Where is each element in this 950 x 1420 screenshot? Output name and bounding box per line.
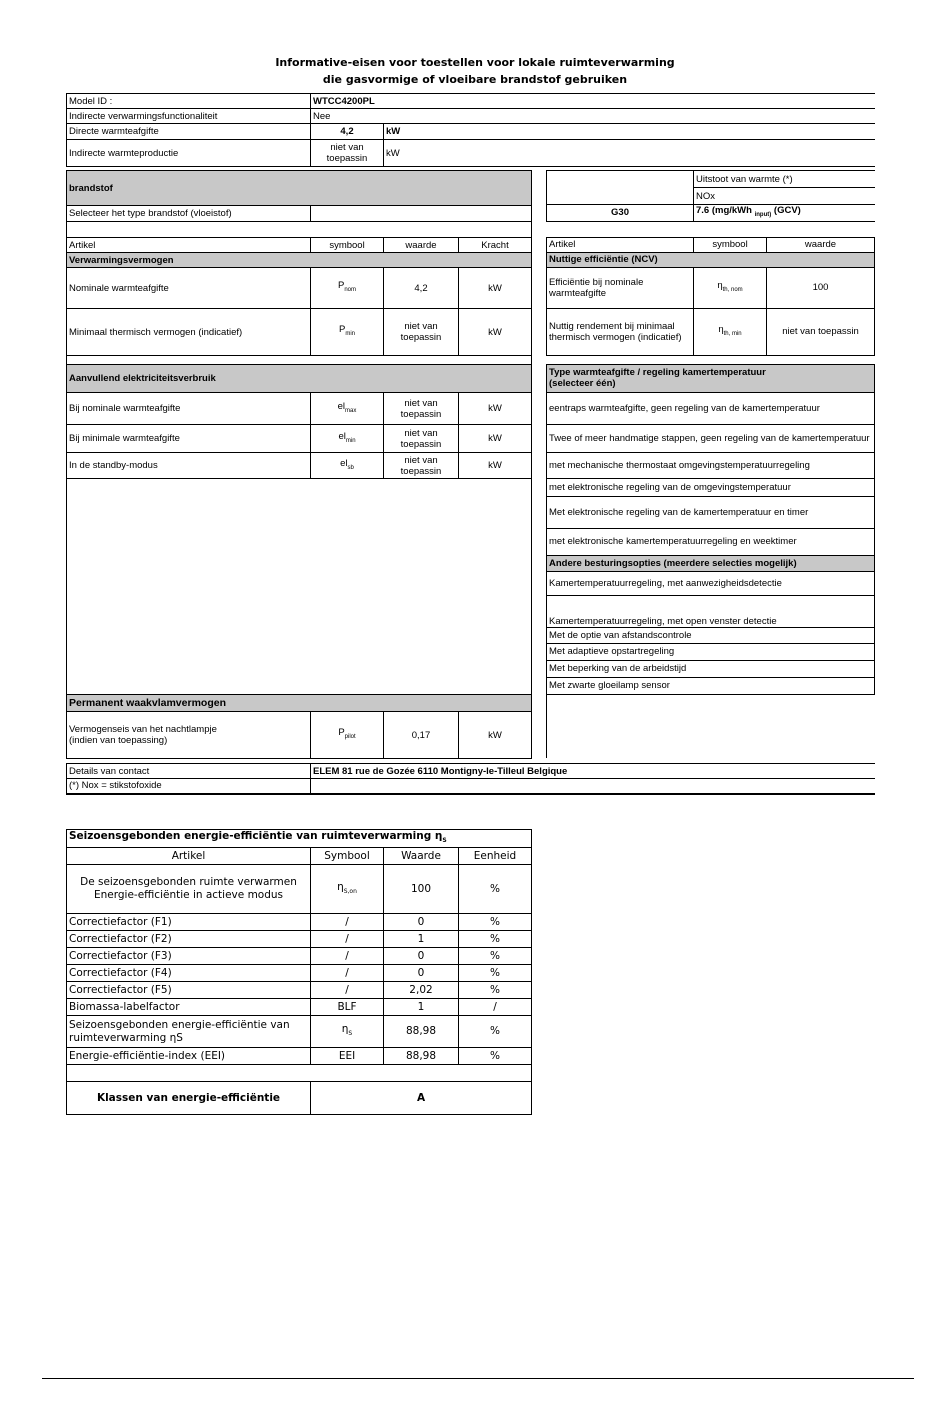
nox-value: 7.6 (mg/kWh $_{input)}$ (GCV)	[694, 205, 875, 222]
model-id-value: WTCC4200PL	[311, 94, 875, 109]
correction-symbol: /	[311, 914, 384, 931]
spacer-row	[67, 1065, 532, 1082]
eff-min-symbol: $\eta_{th, min}$	[694, 308, 767, 355]
elec-nominal-label: Bij nominale warmteafgifte	[67, 393, 311, 425]
seasonal-eff-symbol: $\eta_S$	[311, 1016, 384, 1048]
nominal-heat-label: Nominale warmteafgifte	[67, 268, 311, 309]
nominal-heat-symbol: $P_{nom}$	[311, 268, 384, 309]
right-specs-table	[546, 170, 875, 758]
empty-area	[547, 694, 875, 758]
left-col-artikel: Artikel	[67, 238, 311, 253]
elec-standby-label: In de standby-modus	[67, 453, 311, 479]
elec-nominal-symbol: $el_{max}$	[311, 393, 384, 425]
pilot-unit: kW	[459, 712, 532, 759]
eei-label: Energie-efficiëntie-index (EEI)	[67, 1048, 311, 1065]
seasonal-col-symbool: Symbool	[311, 848, 384, 865]
biomass-symbol: BLF	[311, 999, 384, 1016]
correction-value: 1	[384, 931, 459, 948]
control-option[interactable]: Kamertemperatuurregeling, met open venster detectie	[547, 595, 875, 627]
contact-value: ELEM 81 rue de Gozée 6110 Montigny-le-Tilleul Belgique	[311, 764, 875, 779]
direct-heat-unit: kW	[384, 124, 875, 140]
correction-value: 0	[384, 948, 459, 965]
active-mode-symbol: $\eta_{S,on}$	[311, 865, 384, 914]
correction-label: Correctiefactor (F1)	[67, 914, 311, 931]
elec-min-symbol: $el_{min}$	[311, 425, 384, 453]
title-line-2: die gasvormige of vloeibare brandstof gebruiken	[322, 73, 628, 86]
seasonal-col-artikel: Artikel	[67, 848, 311, 865]
indirect-prod-label: Indirecte warmteproductie	[67, 140, 311, 167]
document-title	[0, 54, 950, 88]
min-heat-value: niet van toepassin	[384, 309, 459, 356]
correction-value: 0	[384, 965, 459, 982]
spacer-row	[547, 221, 875, 237]
seasonal-eff-label: Seizoensgebonden energie-efficiëntie van ruimteverwarming ηS	[67, 1016, 311, 1048]
correction-symbol: /	[311, 965, 384, 982]
heat-type-option[interactable]: met elektronische regeling van de omgevingstemperatuur	[547, 478, 875, 496]
correction-unit: %	[459, 931, 532, 948]
elec-standby-value: niet van toepassin	[384, 453, 459, 479]
control-option[interactable]: Met beperking van de arbeidstijd	[547, 660, 875, 677]
heat-type-option[interactable]: met elektronische kamertemperatuurregeling en weektimer	[547, 528, 875, 555]
correction-label: Correctiefactor (F3)	[67, 948, 311, 965]
active-mode-unit: %	[459, 865, 532, 914]
biomass-value: 1	[384, 999, 459, 1016]
electricity-header: Aanvullend elektriciteitsverbruik	[67, 365, 532, 393]
indirect-func-value: Nee	[311, 109, 875, 124]
biomass-unit: /	[459, 999, 532, 1016]
elec-min-value: niet van toepassin	[384, 425, 459, 453]
correction-unit: %	[459, 982, 532, 999]
control-option[interactable]: Met de optie van afstandscontrole	[547, 627, 875, 643]
fuel-header: brandstof	[67, 171, 532, 206]
contact-label: Details van contact	[67, 764, 311, 779]
elec-standby-symbol: $el_{sb}$	[311, 453, 384, 479]
indirect-prod-unit: kW	[384, 140, 875, 167]
control-option[interactable]: Met zwarte gloeilamp sensor	[547, 677, 875, 694]
eff-nominal-label: Efficiëntie bij nominale warmteafgifte	[547, 267, 694, 308]
pilot-label: Vermogenseis van het nachtlampje (indien van toepassing)	[67, 712, 311, 759]
energy-class-label: Klassen van energie-efficiëntie	[67, 1082, 311, 1115]
pilot-header: Permanent waakvlamvermogen	[67, 695, 532, 712]
fuel-select-value[interactable]	[311, 206, 532, 222]
elec-nominal-value: niet van toepassin	[384, 393, 459, 425]
model-info-table	[66, 93, 875, 167]
control-option[interactable]: Kamertemperatuurregeling, met aanwezigheidsdetectie	[547, 571, 875, 595]
efficiency-header: Nuttige efficiëntie (NCV)	[547, 252, 875, 267]
energy-class-value: A	[311, 1082, 532, 1115]
left-col-symbool: symbool	[311, 238, 384, 253]
min-heat-symbol: $P_{min}$	[311, 309, 384, 356]
left-specs-table	[66, 170, 532, 759]
heat-type-header: Type warmteafgifte / regeling kamertemperatuur (selecteer één)	[547, 364, 875, 392]
right-col-symbool: symbool	[694, 237, 767, 252]
nox-footnote: (*) Nox = stikstofoxide	[67, 779, 311, 794]
correction-unit: %	[459, 914, 532, 931]
elec-standby-unit: kW	[459, 453, 532, 479]
indirect-func-label: Indirecte verwarmingsfunctionaliteit	[67, 109, 311, 124]
spacer-row	[547, 355, 875, 364]
heat-output-header: Verwarmingsvermogen	[67, 253, 532, 268]
correction-symbol: /	[311, 931, 384, 948]
empty-area	[67, 479, 532, 695]
correction-value: 0	[384, 914, 459, 931]
right-col-waarde: waarde	[767, 237, 875, 252]
eei-unit: %	[459, 1048, 532, 1065]
seasonal-col-eenheid: Eenheid	[459, 848, 532, 865]
indirect-prod-value: niet van toepassin	[311, 140, 384, 167]
nox-label: NOx	[694, 188, 875, 205]
left-col-kracht: Kracht	[459, 238, 532, 253]
seasonal-eff-value: 88,98	[384, 1016, 459, 1048]
eff-nominal-value: 100	[767, 267, 875, 308]
heat-type-option[interactable]: Met elektronische regeling van de kamertemperatuur en timer	[547, 496, 875, 528]
direct-heat-label: Directe warmteafgifte	[67, 124, 311, 140]
correction-unit: %	[459, 965, 532, 982]
correction-unit: %	[459, 948, 532, 965]
nominal-heat-value: 4,2	[384, 268, 459, 309]
correction-label: Correctiefactor (F4)	[67, 965, 311, 982]
left-col-waarde: waarde	[384, 238, 459, 253]
min-heat-unit: kW	[459, 309, 532, 356]
gas-type: G30	[547, 205, 694, 222]
contact-table	[66, 763, 875, 795]
footer-divider	[42, 1378, 914, 1379]
title-line-1: Informative-eisen voor toestellen voor lokale ruimteverwarming	[275, 56, 675, 69]
heat-type-option[interactable]: met mechanische thermostaat omgevingstemperatuurregeling	[547, 452, 875, 478]
correction-label: Correctiefactor (F5)	[67, 982, 311, 999]
correction-symbol: /	[311, 982, 384, 999]
emission-label: Uitstoot van warmte (*)	[694, 171, 875, 188]
seasonal-header: Seizoensgebonden energie-efficiëntie van ruimteverwarming $\eta_S$	[67, 830, 532, 848]
eei-value: 88,98	[384, 1048, 459, 1065]
seasonal-eff-unit: %	[459, 1016, 532, 1048]
emission-blank	[547, 171, 694, 205]
control-options-header: Andere besturingsopties (meerdere selecties mogelijk)	[547, 555, 875, 571]
heat-type-option[interactable]: Twee of meer handmatige stappen, geen regeling van de kamertemperatuur	[547, 424, 875, 452]
right-col-artikel: Artikel	[547, 237, 694, 252]
biomass-label: Biomassa-labelfactor	[67, 999, 311, 1016]
correction-symbol: /	[311, 948, 384, 965]
pilot-value: 0,17	[384, 712, 459, 759]
spacer-row	[67, 356, 532, 365]
pilot-symbol: $P_{pilot}$	[311, 712, 384, 759]
active-mode-value: 100	[384, 865, 459, 914]
min-heat-label: Minimaal thermisch vermogen (indicatief)	[67, 309, 311, 356]
heat-type-option[interactable]: eentraps warmteafgifte, geen regeling van de kamertemperatuur	[547, 392, 875, 424]
seasonal-efficiency-table	[66, 829, 532, 1115]
nominal-heat-unit: kW	[459, 268, 532, 309]
control-option[interactable]: Met adaptieve opstartregeling	[547, 643, 875, 660]
spacer-row	[67, 222, 532, 238]
model-id-label: Model ID :	[67, 94, 311, 109]
eff-min-label: Nuttig rendement bij minimaal thermisch vermogen (indicatief)	[547, 308, 694, 355]
elec-min-label: Bij minimale warmteafgifte	[67, 425, 311, 453]
fuel-select-label: Selecteer het type brandstof (vloeistof)	[67, 206, 311, 222]
correction-label: Correctiefactor (F2)	[67, 931, 311, 948]
active-mode-label: De seizoensgebonden ruimte verwarmen Energie-efficiëntie in actieve modus	[67, 865, 311, 914]
footnote-blank	[311, 779, 875, 794]
eei-symbol: EEI	[311, 1048, 384, 1065]
elec-nominal-unit: kW	[459, 393, 532, 425]
eff-nominal-symbol: $\eta_{th, nom}$	[694, 267, 767, 308]
elec-min-unit: kW	[459, 425, 532, 453]
correction-value: 2,02	[384, 982, 459, 999]
seasonal-col-waarde: Waarde	[384, 848, 459, 865]
eff-min-value: niet van toepassin	[767, 308, 875, 355]
direct-heat-value: 4,2	[311, 124, 384, 140]
